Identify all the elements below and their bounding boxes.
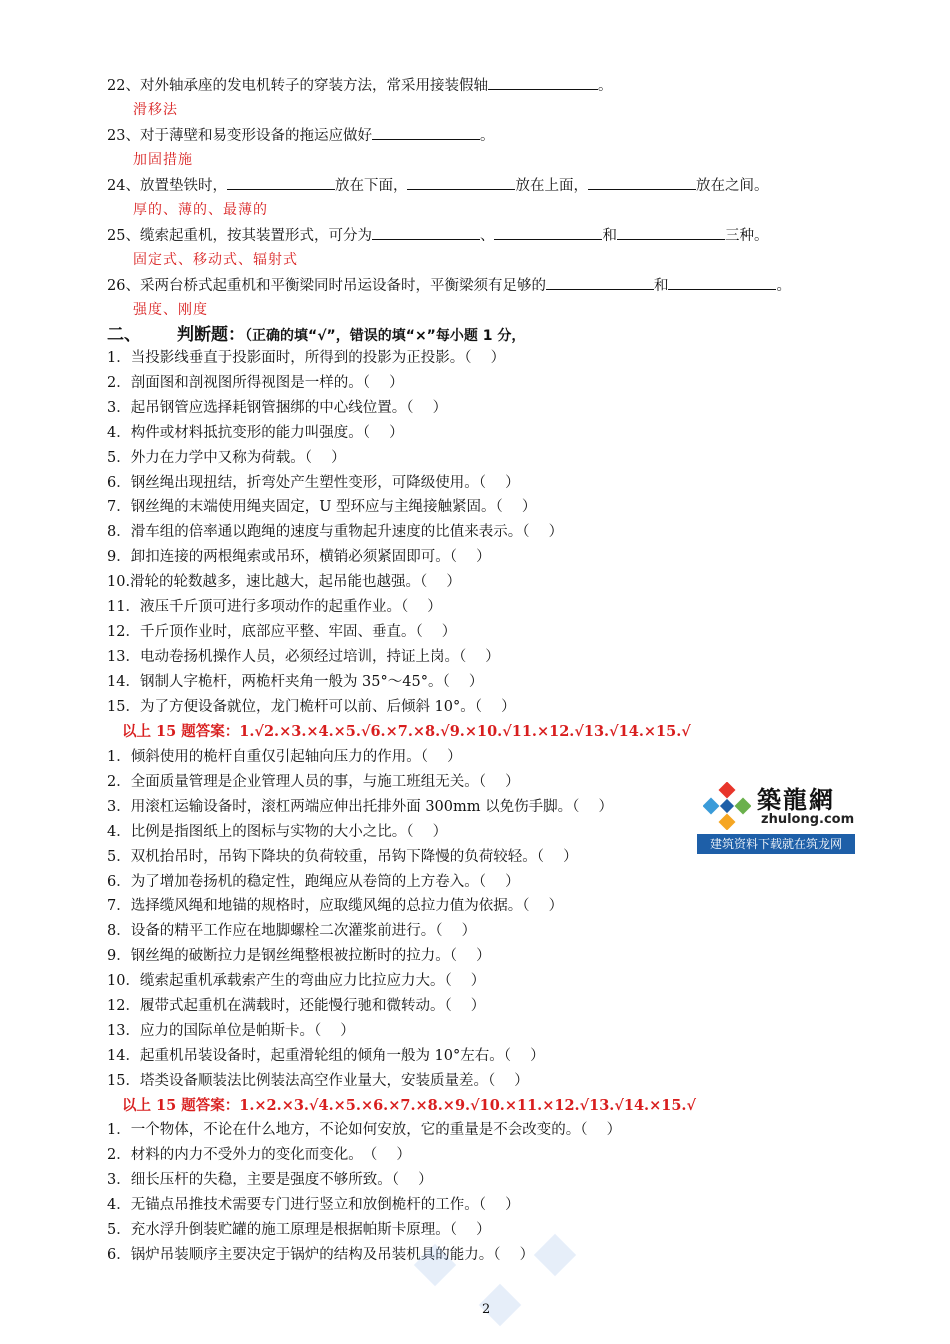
blank	[546, 275, 654, 290]
logo-chinese: 築龍網	[757, 785, 835, 814]
question-text: 25、缆索起重机，按其装置形式，可分为	[107, 228, 372, 244]
blank	[494, 225, 602, 240]
judgement-item: 4．比例是指图纸上的图标与实物的大小之比。（ ）	[107, 823, 448, 840]
judgement-item: 9．钢丝绳的破断拉力是钢丝绳整根被拉断时的拉力。（ ）	[107, 948, 491, 965]
answer-key-2: 以上 15 题答案：1.×2.×3.√4.×5.×6.×7.×8.×9.√10.×11.×12.√13.√14.×15.√	[122, 1097, 697, 1114]
blank	[227, 175, 335, 190]
answer-23: 加固措施	[133, 152, 193, 168]
judgement-item: 1．当投影线垂直于投影面时，所得到的投影为正投影。（ ）	[107, 350, 506, 366]
blank	[372, 125, 480, 140]
question-tail: 。	[479, 128, 495, 144]
judgement-item: 4．无锚点吊推技术需要专门进行竖立和放倒桅杆的工作。（ ）	[107, 1196, 520, 1213]
page-number: 2	[482, 1302, 491, 1317]
judgement-item: 13．应力的国际单位是帕斯卡。（ ）	[107, 1022, 355, 1039]
question-tail: 。	[597, 78, 613, 94]
judgement-item: 1．一个物体，不论在什么地方，不论如何安放，它的重量是不会改变的。（ ）	[107, 1122, 622, 1138]
answer-22: 滑移法	[133, 102, 178, 118]
blank	[668, 275, 776, 290]
answer-key-1: 以上 15 题答案：1.√2.×3.×4.×5.√6.×7.×8.√9.×10.√11.×12.√13.√14.×15.√	[122, 723, 691, 740]
question-text: 。	[776, 278, 791, 294]
judgement-item: 6．钢丝绳出现扭结，折弯处产生塑性变形，可降级使用。（ ）	[107, 474, 520, 491]
zhulong-logo	[697, 776, 855, 854]
judgement-item: 5．双机抬吊时，吊钩下降块的负荷较重，吊钩下降慢的负荷较轻。（ ）	[107, 848, 578, 865]
judgement-item: 8．设备的精平工作应在地脚螺栓二次灌浆前进行。（ ）	[107, 923, 477, 940]
judgement-item: 6．为了增加卷扬机的稳定性，跑绳应从卷筒的上方卷入。（ ）	[107, 873, 520, 890]
answer-26: 强度、刚度	[133, 302, 208, 318]
judgement-item: 6．锅炉吊装顺序主要决定于锅炉的结构及吊装机具的能力。（ ）	[107, 1246, 535, 1263]
blank	[588, 175, 696, 190]
answer-25: 固定式、移动式、辐射式	[133, 252, 298, 268]
judgement-item: 2．剖面图和剖视图所得视图是一样的。（ ）	[107, 374, 404, 391]
question-22	[107, 75, 612, 96]
question-text: 放在下面，	[334, 178, 408, 194]
judgement-item: 3．细长压杆的失稳，主要是强度不够所致。（ ）	[107, 1171, 433, 1188]
question-text: 放在上面，	[515, 178, 588, 194]
judgement-item: 3．用滚杠运输设备时，滚杠两端应伸出托排外面 300mm 以免伤手脚。（ ）	[107, 798, 613, 815]
judgement-item: 1．倾斜使用的桅杆自重仅引起轴向压力的作用。（ ）	[107, 749, 462, 765]
judgement-item: 15．塔类设备顺装法比例装法高空作业量大，安装质量差。（ ）	[107, 1072, 529, 1089]
question-text: 、	[479, 228, 495, 244]
question-text: 放在之间。	[695, 178, 769, 194]
judgement-item: 2．全面质量管理是企业管理人员的事，与施工班组无关。（ ）	[107, 773, 520, 790]
judgement-item: 10．缆索起重机承载索产生的弯曲应力比拉应力大。（ ）	[107, 973, 486, 990]
judgement-item: 14．钢制人字桅杆，两桅杆夹角一般为 35°～45°。（ ）	[107, 673, 484, 690]
section-note: （正确的填“√”，错误的填“×”每小题 1 分，	[245, 328, 526, 344]
judgement-item: 12．千斤顶作业时，底部应平整、牢固、垂直。（ ）	[107, 623, 457, 640]
answer-24: 厚的、薄的、最薄的	[133, 202, 268, 218]
judgement-item: 2．材料的内力不受外力的变化而变化。 （ ）	[107, 1146, 411, 1163]
question-text: 24、放置垫铁时，	[107, 178, 227, 194]
section-heading	[107, 325, 525, 346]
question-24	[107, 175, 768, 196]
question-25	[107, 225, 768, 246]
judgement-item: 10.滑轮的轮数越多，速比越大，起吊能也越强。（ ）	[107, 574, 461, 591]
question-text: 22、对外轴承座的发电机转子的穿装方法，常采用接装假轴	[107, 78, 488, 94]
judgement-item: 9．卸扣连接的两根绳索或吊环，横销必须紧固即可。（ ）	[107, 549, 491, 566]
judgement-item: 7．钢丝绳的末端使用绳夹固定，U 型环应与主绳接触紧固。（ ）	[107, 499, 537, 516]
watermark-icon	[390, 1200, 610, 1340]
judgement-item: 3．起吊钢管应选择耗钢管捆绑的中心线位置。（ ）	[107, 399, 448, 416]
blank	[372, 225, 480, 240]
blank	[407, 175, 515, 190]
question-text: 三种。	[724, 228, 769, 244]
judgement-item: 12．履带式起重机在满载时，还能慢行驰和微转动。（ ）	[107, 998, 486, 1014]
blank	[488, 75, 598, 90]
question-text: 和	[602, 228, 617, 244]
snowflake-icon	[703, 782, 751, 830]
question-23	[107, 125, 494, 146]
section-number: 二、	[107, 325, 141, 345]
judgement-item: 15．为了方便设备就位，龙门桅杆可以前、后倾斜 10°。（ ）	[107, 698, 516, 715]
logo-slogan: 建筑资料下载就在筑龙网	[697, 834, 855, 854]
judgement-item: 13．电动卷扬机操作人员，必须经过培训，持证上岗。（ ）	[107, 648, 500, 665]
judgement-item: 4．构件或材料抵抗变形的能力叫强度。（ ）	[107, 424, 404, 441]
judgement-item: 7．选择缆风绳和地锚的规格时，应取缆风绳的总拉力值为依据。（ ）	[107, 898, 564, 915]
judgement-item: 5．外力在力学中又称为荷载。（ ）	[107, 449, 346, 466]
judgement-item: 5．充水浮升倒装贮罐的施工原理是根据帕斯卡原理。（ ）	[107, 1221, 491, 1238]
blank	[617, 225, 725, 240]
question-text: 26、采两台桥式起重机和平衡梁同时吊运设备时，平衡梁须有足够的	[107, 278, 546, 294]
judgement-item: 14．起重机吊装设备时，起重滑轮组的倾角一般为 10°左右。（ ）	[107, 1047, 545, 1064]
section-title: 判断题：	[177, 325, 245, 345]
question-text: 和	[653, 278, 669, 294]
question-text: 23、对于薄壁和易变形设备的拖运应做好	[107, 128, 372, 144]
logo-domain: zhulong.com	[761, 812, 855, 827]
question-26	[107, 275, 791, 296]
judgement-item: 11．液压千斤顶可进行多项动作的起重作业。（ ）	[107, 599, 442, 615]
judgement-item: 8．滑车组的倍率通以跑绳的速度与重物起升速度的比值来表示。（ ）	[107, 524, 564, 541]
